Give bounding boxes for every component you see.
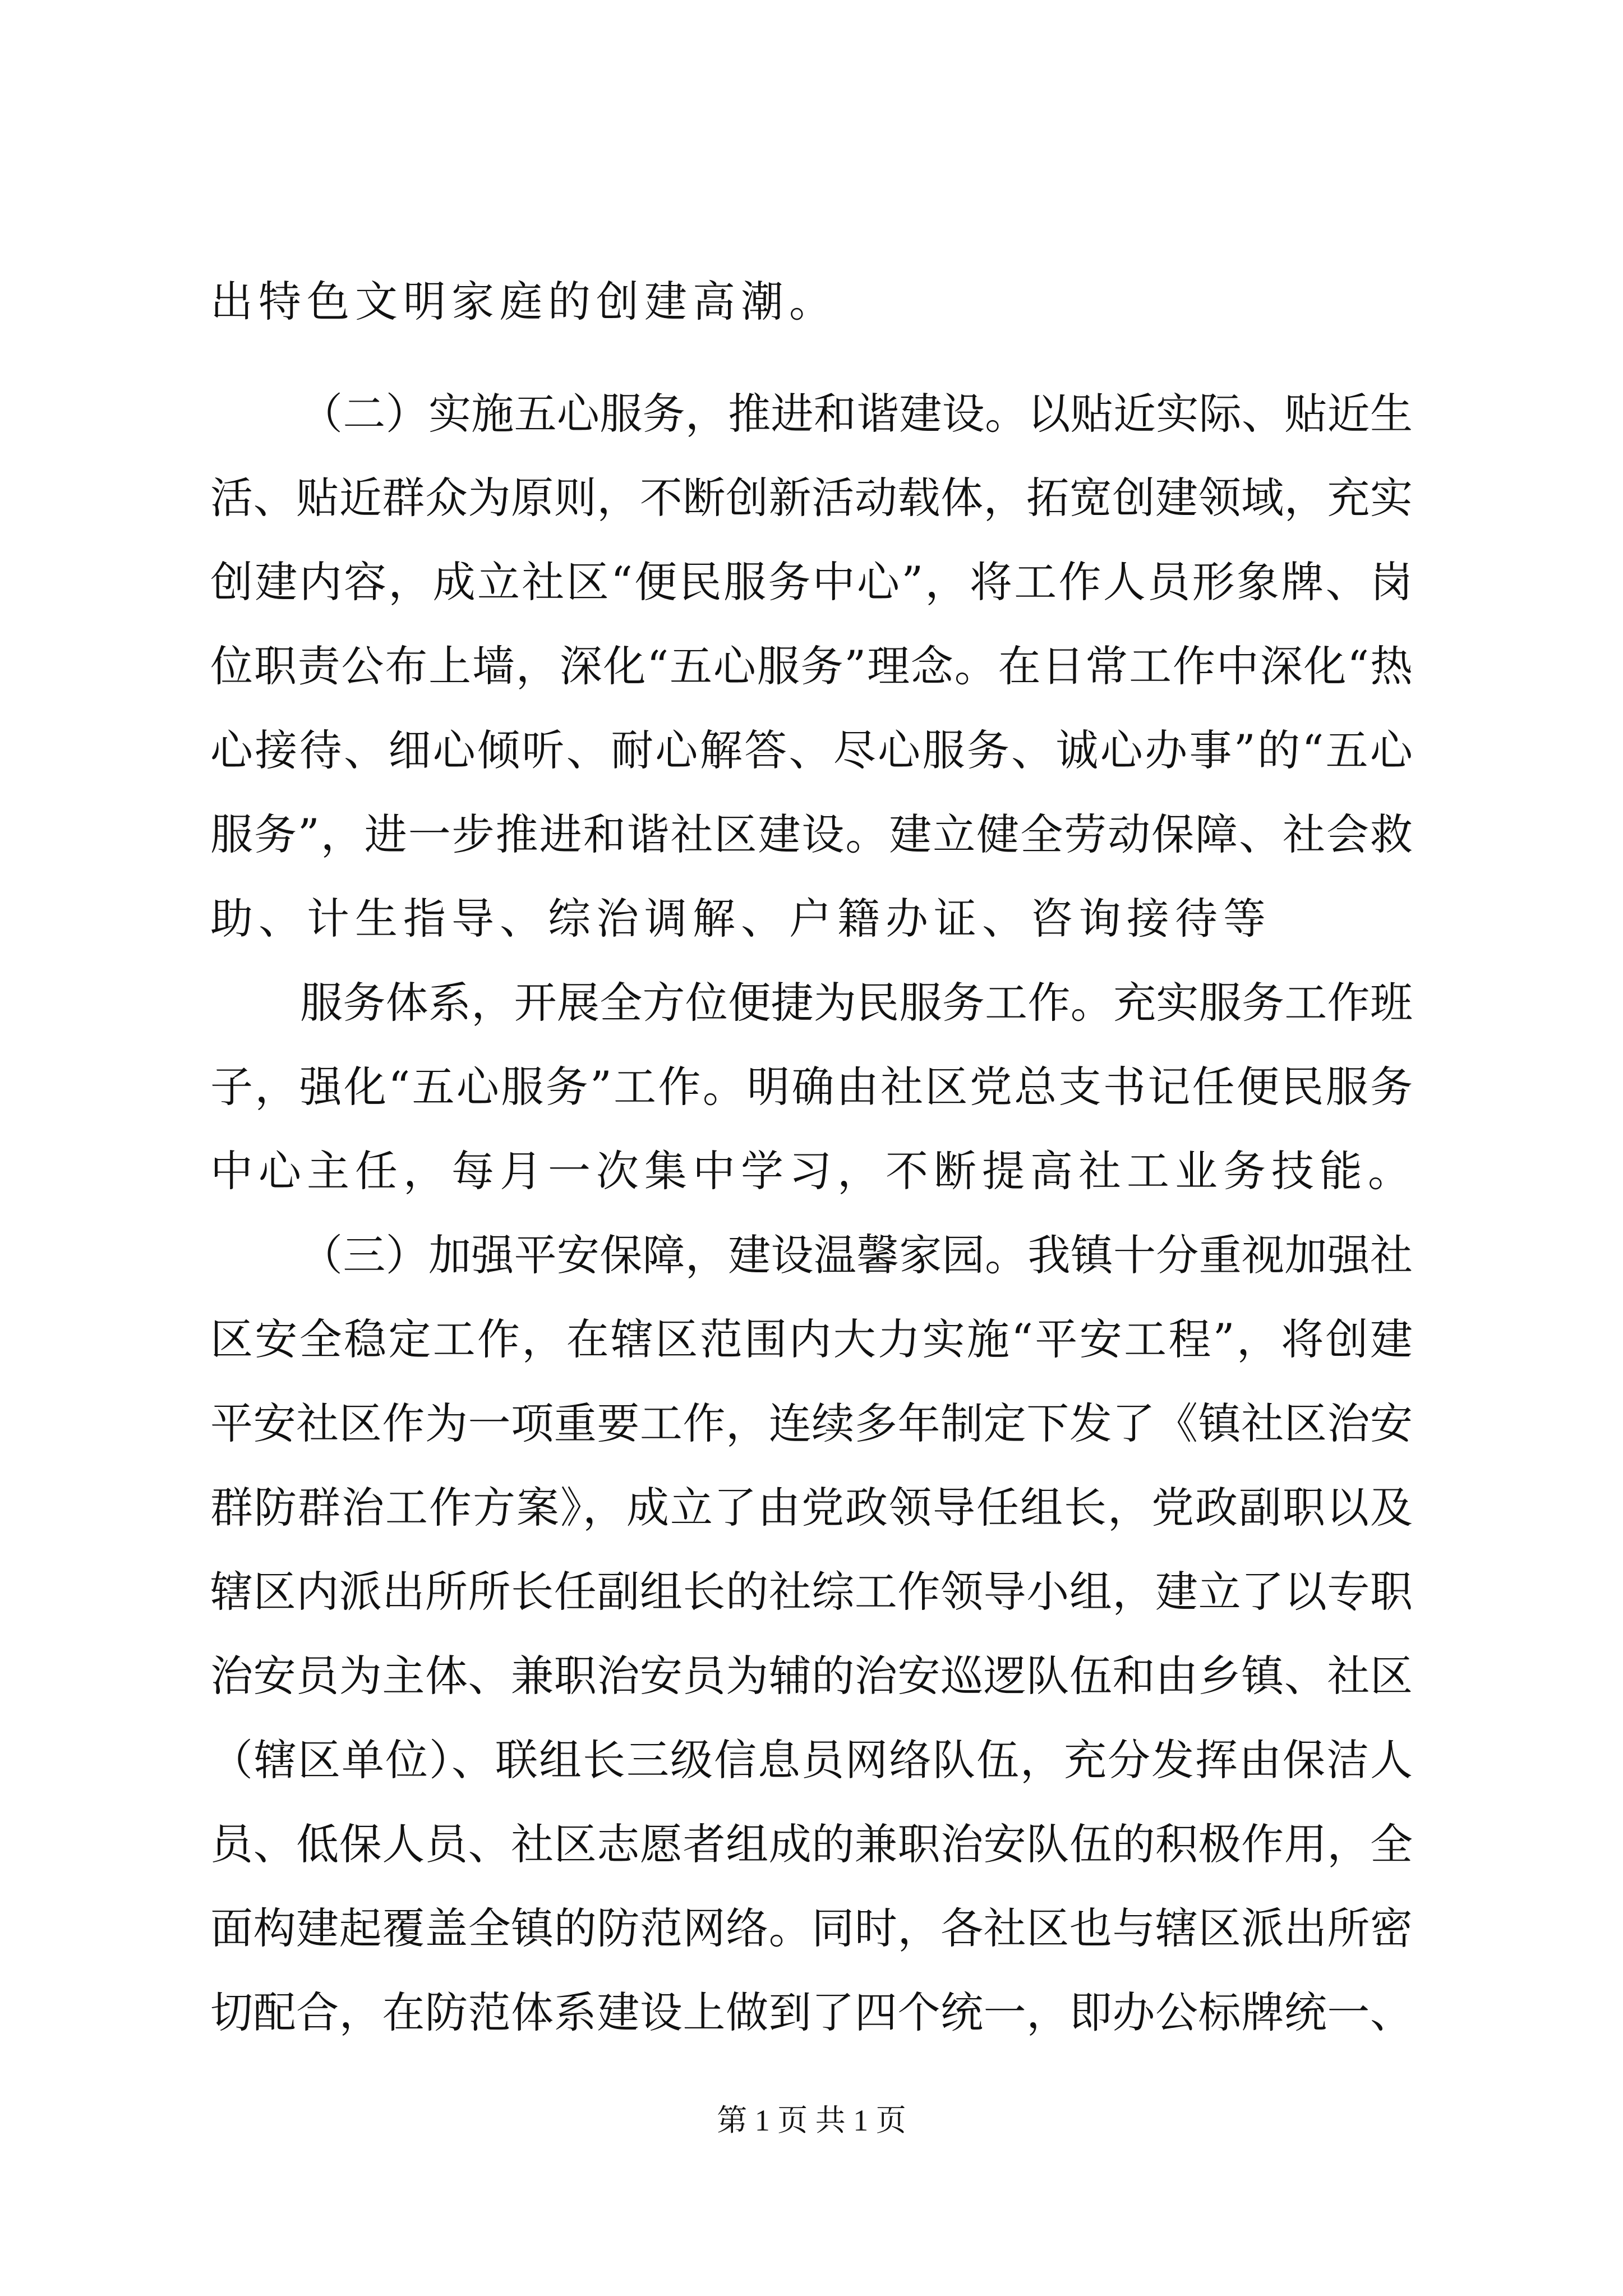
text-line bbox=[0, 1645, 1623, 1707]
text-line-content: 员、低保人员、社区志愿者组成的兼职治安队伍的积极作用，全 bbox=[210, 1819, 1413, 1869]
text-line bbox=[0, 1814, 1623, 1875]
text-line bbox=[0, 1225, 1623, 1286]
text-line-content: 创建内容，成立社区“便民服务中心”，将工作人员形象牌、岗 bbox=[210, 557, 1415, 607]
text-line-content: 治安员为主体、兼职治安员为辅的治安巡逻队伍和由乡镇、社区 bbox=[210, 1651, 1413, 1701]
text-line bbox=[0, 972, 1623, 1034]
text-line bbox=[0, 1982, 1623, 2044]
text-line bbox=[0, 1056, 1623, 1118]
text-line bbox=[0, 1477, 1623, 1539]
text-line-content: 活、贴近群众为原则，不断创新活动载体，拓宽创建领域，充实 bbox=[210, 473, 1413, 523]
text-line bbox=[0, 551, 1623, 613]
text-line-content: 出特色文明家庭的创建高潮。 bbox=[210, 277, 837, 326]
text-line bbox=[0, 1309, 1623, 1370]
text-line bbox=[0, 636, 1623, 697]
text-line-content: 中心主任，每月一次集中学习，不断提高社工业务技能。 bbox=[210, 1146, 1416, 1196]
text-line bbox=[0, 271, 1623, 333]
text-line bbox=[0, 1140, 1623, 1202]
text-line-content: 服务”，进一步推进和谐社区建设。建立健全劳动保障、社会救 bbox=[210, 809, 1414, 859]
text-line bbox=[0, 804, 1623, 866]
text-line bbox=[0, 1729, 1623, 1791]
text-line bbox=[0, 467, 1623, 529]
text-line bbox=[0, 1898, 1623, 1959]
text-line-content: 区安全稳定工作，在辖区范围内大力实施“平安工程”，将创建 bbox=[210, 1314, 1415, 1364]
text-line-content: （辖区单位）、联组长三级信息员网络队伍，充分发挥由保洁人 bbox=[210, 1735, 1414, 1785]
text-line-content: 助、计生指导、综治调解、户籍办证、咨询接待等 bbox=[210, 894, 1271, 944]
text-line bbox=[0, 1393, 1623, 1455]
text-line-content: （三）加强平安保障，建设温馨家园。我镇十分重视加强社 bbox=[300, 1230, 1413, 1280]
text-line-content: 平安社区作为一项重要工作，连续多年制定下发了《镇社区治安 bbox=[210, 1398, 1413, 1448]
text-line-content: 群防群治工作方案》，成立了由党政领导任组长，党政副职以及 bbox=[210, 1483, 1414, 1533]
page-footer bbox=[0, 2101, 1623, 2140]
text-line-content: 切配合，在防范体系建设上做到了四个统一，即办公标牌统一、 bbox=[210, 1987, 1413, 2037]
text-line-content: 面构建起覆盖全镇的防范网络。同时，各社区也与辖区派出所密 bbox=[210, 1903, 1413, 1953]
text-line bbox=[0, 1561, 1623, 1623]
text-line-content: 子，强化“五心服务”工作。明确由社区党总支书记任便民服务 bbox=[210, 1062, 1415, 1112]
text-line-content: 心接待、细心倾听、耐心解答、尽心服务、诚心办事”的“五心 bbox=[210, 725, 1415, 775]
text-line-content: （二）实施五心服务，推进和谐建设。以贴近实际、贴近生 bbox=[300, 389, 1413, 439]
text-line bbox=[0, 888, 1623, 950]
text-line bbox=[0, 720, 1623, 781]
text-line-content: 位职责公布上墙，深化“五心服务”理念。在日常工作中深化“热 bbox=[210, 641, 1414, 691]
text-line-content: 辖区内派出所所长任副组长的社综工作领导小组，建立了以专职 bbox=[210, 1567, 1413, 1617]
text-line bbox=[0, 383, 1623, 445]
page-number-label: 第 1 页 共 1 页 bbox=[717, 2104, 906, 2137]
text-line-content: 服务体系，开展全方位便捷为民服务工作。充实服务工作班 bbox=[300, 978, 1413, 1028]
